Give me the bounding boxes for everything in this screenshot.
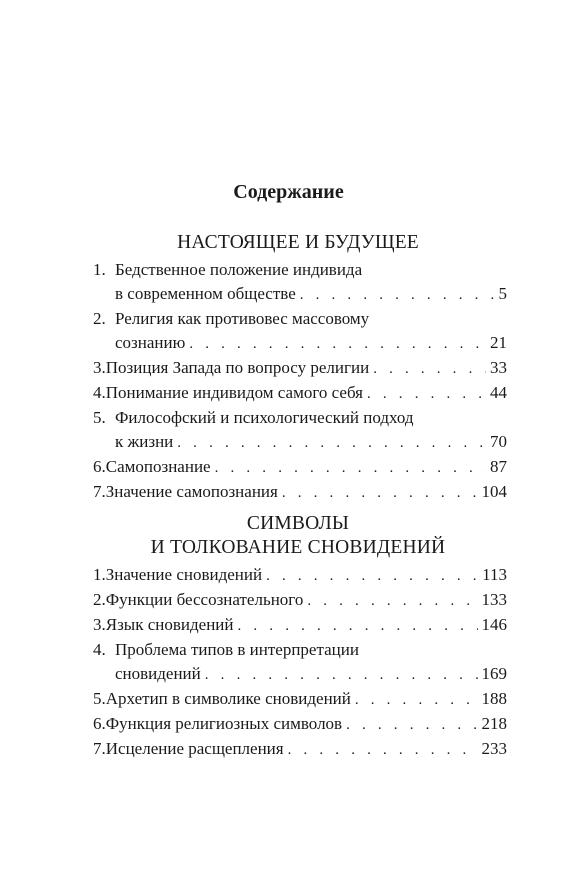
dot-leader bbox=[288, 738, 478, 762]
dot-leader bbox=[238, 614, 478, 638]
toc-entry-title: Язык сновидений bbox=[105, 615, 234, 634]
toc-entry-number: 6. bbox=[93, 457, 106, 476]
toc-entry bbox=[93, 687, 507, 712]
toc-entry-line bbox=[93, 331, 507, 356]
toc-entry-page-number: 133 bbox=[481, 590, 507, 609]
toc-entry-page-number: 104 bbox=[481, 482, 507, 501]
toc-entry-number: 3. bbox=[93, 358, 106, 377]
dot-leader bbox=[282, 481, 478, 505]
toc-entry-title: сознанию bbox=[115, 333, 186, 352]
dot-leader bbox=[367, 382, 486, 406]
toc-entry bbox=[93, 480, 507, 505]
toc-entry-line bbox=[93, 480, 507, 505]
toc-entry-title: Исцеление расщепления bbox=[105, 739, 284, 758]
toc-entry bbox=[93, 381, 507, 406]
toc-entry-line bbox=[93, 406, 507, 430]
toc-entry-title: к жизни bbox=[115, 432, 174, 451]
dot-leader bbox=[307, 589, 477, 613]
toc-entry-line bbox=[93, 687, 507, 712]
toc-entry-number: 7. bbox=[93, 739, 106, 758]
toc-entry-page-number: 113 bbox=[482, 565, 507, 584]
toc-entries bbox=[93, 563, 507, 762]
toc-entry-number: 2. bbox=[93, 309, 106, 328]
dot-leader bbox=[215, 456, 486, 480]
toc-entry-line bbox=[93, 381, 507, 406]
dot-leader bbox=[177, 431, 486, 455]
toc-entry-number: 1. bbox=[93, 565, 106, 584]
dot-leader bbox=[373, 357, 486, 381]
toc-entry bbox=[93, 712, 507, 737]
toc-entry-title: Проблема типов в интерпретации bbox=[115, 640, 359, 659]
toc-entry-line bbox=[93, 430, 507, 455]
toc-entry-page-number: 233 bbox=[481, 739, 507, 758]
toc-entry-page-number: 33 bbox=[490, 358, 507, 377]
toc-entry-line bbox=[93, 563, 507, 588]
toc-entry-line bbox=[93, 282, 507, 307]
toc-entry-number: 7. bbox=[93, 482, 106, 501]
toc-entry-page-number: 146 bbox=[481, 615, 507, 634]
toc-entry bbox=[93, 638, 507, 687]
toc-entry-title: Значение самопознания bbox=[105, 482, 278, 501]
toc-section-present-and-future bbox=[93, 231, 507, 505]
section-heading bbox=[89, 512, 507, 560]
toc-section-symbols-and-dreams bbox=[93, 512, 507, 762]
dot-leader bbox=[300, 283, 495, 307]
toc-entry-line bbox=[93, 613, 507, 638]
toc-entry-title: Понимание индивидом самого себя bbox=[105, 383, 363, 402]
toc-entry-line bbox=[93, 588, 507, 613]
toc-entry-line bbox=[93, 455, 507, 480]
toc-entry-title: Бедственное положение индивида bbox=[115, 260, 363, 279]
toc-entry-title: Значение сновидений bbox=[105, 565, 263, 584]
dot-leader bbox=[189, 332, 486, 356]
toc-entry-number: 2. bbox=[93, 590, 106, 609]
toc-entry-page-number: 44 bbox=[490, 383, 507, 402]
toc-entry-line bbox=[93, 737, 507, 762]
toc-entry-title: Философский и психологический подход bbox=[115, 408, 414, 427]
dot-leader bbox=[346, 713, 477, 737]
toc-entry-title: Религия как противовес массовому bbox=[115, 309, 370, 328]
toc-entry-line bbox=[93, 356, 507, 381]
toc-entry bbox=[93, 613, 507, 638]
toc-entry-number: 4. bbox=[93, 383, 106, 402]
toc-entry-page-number: 70 bbox=[490, 432, 507, 451]
section-heading-line: И ТОЛКОВАНИЕ СНОВИДЕНИЙ bbox=[150, 537, 446, 558]
toc-entry bbox=[93, 258, 507, 307]
toc-entry bbox=[93, 406, 507, 455]
toc-entry-number: 6. bbox=[93, 714, 106, 733]
toc-entry-number: 5. bbox=[93, 689, 106, 708]
toc-entry-line bbox=[93, 712, 507, 737]
toc-title: Содержание bbox=[233, 181, 344, 203]
toc-entry-title: Позиция Запада по вопросу религии bbox=[105, 358, 370, 377]
toc-entries bbox=[93, 258, 507, 505]
toc-entry-line bbox=[93, 662, 507, 687]
toc-entry bbox=[93, 455, 507, 480]
toc-entry-page-number: 87 bbox=[490, 457, 507, 476]
dot-leader bbox=[205, 663, 478, 687]
toc-entry-page-number: 5 bbox=[498, 284, 507, 303]
toc-entry bbox=[93, 356, 507, 381]
toc-entry-title: Функция религиозных символов bbox=[105, 714, 343, 733]
toc-entry-line bbox=[93, 258, 507, 282]
toc-entry bbox=[93, 588, 507, 613]
toc-entry bbox=[93, 563, 507, 588]
toc-entry-title: Функции бессознательного bbox=[105, 590, 304, 609]
toc-entry-number: 5. bbox=[93, 408, 106, 427]
toc-entry-title: в современном обществе bbox=[115, 284, 296, 303]
toc-entry-title: сновидений bbox=[115, 664, 201, 683]
toc-entry-title: Самопознание bbox=[105, 457, 211, 476]
toc-entry bbox=[93, 307, 507, 356]
toc-entry-page-number: 21 bbox=[490, 333, 507, 352]
dot-leader bbox=[355, 688, 478, 712]
toc-entry-line bbox=[93, 638, 507, 662]
section-heading-line: СИМВОЛЫ bbox=[246, 513, 350, 534]
toc-entry-title: Архетип в символике сновидений bbox=[105, 689, 351, 708]
toc-entry-page-number: 218 bbox=[481, 714, 507, 733]
toc-entry bbox=[93, 737, 507, 762]
toc-entry-page-number: 169 bbox=[481, 664, 507, 683]
toc-entry-page-number: 188 bbox=[481, 689, 507, 708]
dot-leader bbox=[266, 564, 478, 588]
toc-entry-number: 3. bbox=[93, 615, 106, 634]
section-heading bbox=[89, 231, 507, 255]
section-heading-line: НАСТОЯЩЕЕ И БУДУЩЕЕ bbox=[177, 232, 419, 253]
toc-entry-line bbox=[93, 307, 507, 331]
toc-entry-number: 1. bbox=[93, 260, 106, 279]
toc-entry-number: 4. bbox=[93, 640, 106, 659]
